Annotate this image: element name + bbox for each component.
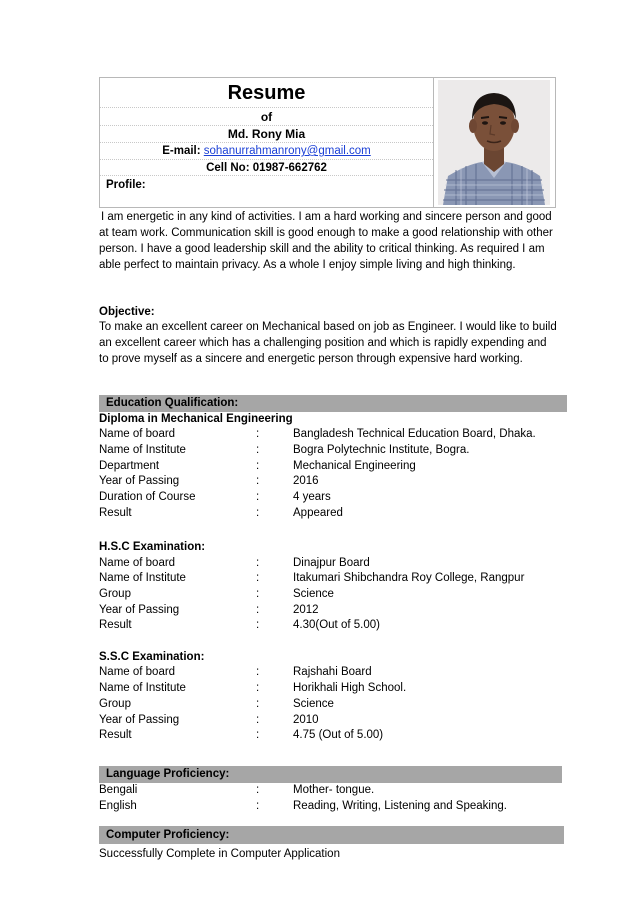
row-label: Result: [99, 729, 132, 741]
table-row: [99, 570, 569, 586]
row-colon: :: [256, 460, 260, 472]
row-value: 2016: [293, 475, 319, 487]
table-row: [99, 727, 569, 743]
objective-text: To make an excellent career on Mechanical based on job as Engineer. I would like to build an excellent career which has a challenging position and which is rapidly expending and to prove myself as a sincere and energetic person through expensive hard working.: [99, 321, 557, 365]
row-label: Result: [99, 507, 132, 519]
row-colon: :: [256, 682, 260, 694]
row-value: Rajshahi Board: [293, 666, 372, 678]
ssc-title: S.S.C Examination:: [99, 651, 205, 663]
diploma-title: Diploma in Mechanical Engineering: [99, 413, 293, 425]
row-label: Year of Passing: [99, 714, 180, 726]
row-colon: :: [256, 444, 260, 456]
table-row: [99, 426, 569, 442]
hsc-title: H.S.C Examination:: [99, 541, 206, 553]
header-table: [99, 77, 556, 208]
email-link[interactable]: sohanurrahmanrony@gmail.com: [203, 145, 371, 157]
table-row: [99, 664, 569, 680]
row-value: Science: [293, 698, 334, 710]
row-colon: :: [256, 729, 260, 741]
resume-title: Resume: [227, 82, 306, 104]
row-colon: :: [256, 491, 260, 503]
row-label: Name of board: [99, 428, 176, 440]
email-label: E-mail:: [162, 145, 201, 157]
education-heading: Education Qualification:: [99, 395, 567, 412]
row-label: English: [99, 800, 137, 812]
row-label: Name of Institute: [99, 444, 186, 456]
row-value: 4.30(Out of 5.00): [293, 619, 380, 631]
row-value: 2010: [293, 714, 319, 726]
row-label: Year of Passing: [99, 604, 180, 616]
row-value: Reading, Writing, Listening and Speaking.: [293, 800, 507, 812]
row-label: Group: [99, 698, 131, 710]
row-label: Name of board: [99, 557, 176, 569]
row-colon: :: [256, 572, 260, 584]
row-colon: :: [256, 784, 260, 796]
row-label: Bengali: [99, 784, 138, 796]
row-label: Department: [99, 460, 160, 472]
row-colon: :: [256, 588, 260, 600]
row-value: 4.75 (Out of 5.00): [293, 729, 384, 741]
row-value: Appeared: [293, 507, 343, 519]
row-value: Dinajpur Board: [293, 557, 370, 569]
table-row: [99, 602, 569, 618]
row-colon: :: [256, 698, 260, 710]
row-colon: :: [256, 714, 260, 726]
row-colon: :: [256, 666, 260, 678]
row-colon: :: [256, 800, 260, 812]
table-row: [99, 586, 569, 602]
row-value: Horikhali High School.: [293, 682, 407, 694]
row-value: Mother- tongue.: [293, 784, 375, 796]
computer-heading: Computer Proficiency:: [99, 826, 564, 844]
row-label: Group: [99, 588, 131, 600]
profile-text: I am energetic in any kind of activities. I am a hard working and sincere person and good at team work. Communication skill is good enough to make a good relationship with other person. I have a good leadership skill and the ability to critical thinking. As required I am able perfect to maintain privacy. As a whole I enjoy simple living and high thinking.: [99, 211, 553, 271]
row-label: Name of board: [99, 666, 176, 678]
cell-number: Cell No: 01987-662762: [206, 162, 327, 174]
table-row: [99, 489, 569, 505]
row-value: Science: [293, 588, 334, 600]
profile-label: Profile:: [106, 179, 146, 191]
table-row: [99, 505, 569, 521]
row-value: 4 years: [293, 491, 331, 503]
table-row: [99, 473, 569, 489]
language-heading: Language Proficiency:: [99, 766, 562, 783]
row-label: Year of Passing: [99, 475, 180, 487]
row-label: Duration of Course: [99, 491, 196, 503]
row-colon: :: [256, 604, 260, 616]
table-row: [99, 696, 569, 712]
table-row: [99, 617, 569, 633]
of-label: of: [260, 110, 273, 124]
row-value: Bogra Polytechnic Institute, Bogra.: [293, 444, 470, 456]
row-label: Result: [99, 619, 132, 631]
table-row: [99, 680, 569, 696]
row-colon: :: [256, 428, 260, 440]
candidate-name: Md. Rony Mia: [227, 127, 306, 141]
row-colon: :: [256, 507, 260, 519]
row-colon: :: [256, 557, 260, 569]
person-photo-icon: [438, 80, 550, 205]
profile-photo: [438, 80, 550, 205]
table-row: [99, 798, 569, 814]
email-line: [100, 143, 433, 159]
row-colon: :: [256, 619, 260, 631]
row-value: Itakumari Shibchandra Roy College, Rangpur: [293, 572, 525, 584]
row-value: Mechanical Engineering: [293, 460, 416, 472]
table-row: [99, 712, 569, 728]
row-value: Bangladesh Technical Education Board, Dhaka.: [293, 428, 536, 440]
row-colon: :: [256, 475, 260, 487]
computer-text: Successfully Complete in Computer Application: [99, 848, 340, 860]
table-row: [99, 555, 569, 571]
table-row: [99, 782, 569, 798]
row-value: 2012: [293, 604, 319, 616]
row-label: Name of Institute: [99, 682, 186, 694]
objective-heading: Objective:: [99, 306, 155, 318]
table-row: [99, 458, 569, 474]
row-label: Name of Institute: [99, 572, 186, 584]
table-row: [99, 442, 569, 458]
